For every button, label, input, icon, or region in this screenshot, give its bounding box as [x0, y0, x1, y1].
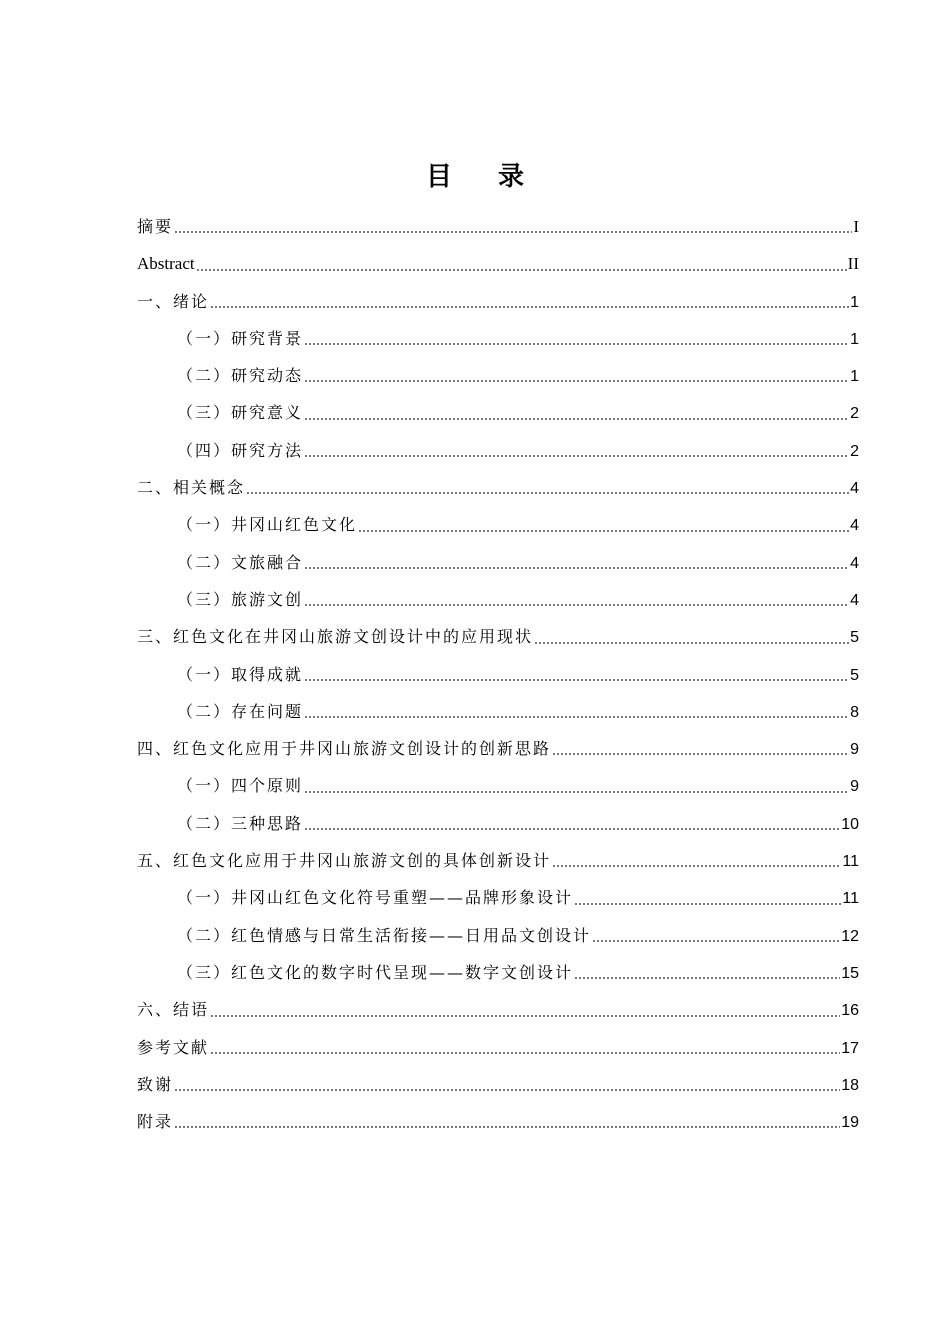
- toc-entry-chapter-3[interactable]: [137, 618, 859, 655]
- toc-entry-page: 1: [850, 293, 859, 311]
- toc-entry-page: I: [853, 217, 859, 236]
- toc-entry-label: （二）文旅融合: [177, 552, 304, 572]
- toc-leader-dots: [174, 1126, 840, 1128]
- toc-entry-label: 参考文献: [137, 1037, 210, 1057]
- toc-entry-chapter-2[interactable]: [137, 469, 859, 506]
- toc-entry-references[interactable]: [137, 1029, 859, 1066]
- toc-leader-dots: [210, 1015, 840, 1017]
- toc-entry-section-1-1[interactable]: [137, 320, 859, 357]
- toc-entry-page: 16: [841, 1002, 859, 1020]
- toc-entry-section-3-2[interactable]: [137, 693, 859, 730]
- toc-leader-dots: [552, 865, 841, 867]
- toc-entry-label: （三）红色文化的数字时代呈现——数字文创设计: [177, 962, 574, 982]
- toc-entry-acknowledgements[interactable]: [137, 1066, 859, 1103]
- toc-entry-label: （二）红色情感与日常生活衔接——日用品文创设计: [177, 925, 592, 945]
- toc-leader-dots: [210, 1052, 840, 1054]
- toc-leader-dots: [174, 1089, 840, 1091]
- toc-leader-dots: [552, 753, 849, 755]
- toc-entry-section-2-3[interactable]: [137, 581, 859, 618]
- toc-entry-label: （一）四个原则: [177, 776, 304, 796]
- page-title: [0, 156, 950, 193]
- toc-entry-label: 三、红色文化在井冈山旅游文创设计中的应用现状: [137, 627, 534, 647]
- toc-entry-abstract-en[interactable]: [137, 245, 859, 282]
- toc-entry-label: （一）井冈山红色文化符号重塑——品牌形象设计: [177, 888, 574, 908]
- toc-entry-label: 六、结语: [137, 1000, 210, 1020]
- toc-entry-page: 10: [841, 815, 859, 833]
- toc-entry-page: 18: [841, 1076, 859, 1094]
- toc-entry-label: 摘要: [137, 217, 174, 236]
- toc-leader-dots: [210, 306, 849, 308]
- toc-entry-label: Abstract: [137, 254, 195, 274]
- toc-entry-label: 致谢: [137, 1074, 174, 1094]
- toc-entry-page: 17: [841, 1039, 859, 1057]
- toc-entry-label: （一）井冈山红色文化: [177, 515, 358, 535]
- toc-leader-dots: [304, 791, 849, 793]
- toc-entry-abstract-cn[interactable]: [137, 208, 859, 245]
- toc-entry-section-5-1[interactable]: [137, 879, 859, 916]
- toc-leader-dots: [358, 530, 849, 532]
- toc-leader-dots: [574, 977, 840, 979]
- toc-entry-section-1-4[interactable]: [137, 432, 859, 469]
- toc-leader-dots: [534, 642, 849, 644]
- toc-leader-dots: [246, 492, 849, 494]
- toc-entry-page: 11: [842, 890, 859, 908]
- toc-entry-appendix[interactable]: [137, 1103, 859, 1140]
- toc-entry-page: 19: [841, 1114, 859, 1132]
- toc-entry-label: （一）研究背景: [177, 328, 304, 348]
- toc-entry-label: （四）研究方法: [177, 440, 304, 460]
- title-char-1: 目: [425, 162, 452, 192]
- toc-entry-section-1-3[interactable]: [137, 394, 859, 431]
- toc-entry-page: 15: [841, 964, 859, 982]
- toc-leader-dots: [304, 380, 849, 382]
- toc-entry-section-3-1[interactable]: [137, 656, 859, 693]
- toc-entry-label: 二、相关概念: [137, 478, 246, 498]
- toc-entry-label: （一）取得成就: [177, 664, 304, 684]
- toc-entry-section-2-2[interactable]: [137, 544, 859, 581]
- toc-entry-page: 8: [850, 703, 859, 721]
- toc-entry-label: 五、红色文化应用于井冈山旅游文创的具体创新设计: [137, 851, 552, 871]
- toc-entry-label: （三）旅游文创: [177, 589, 304, 609]
- toc-entry-page: 4: [850, 554, 859, 572]
- toc-leader-dots: [304, 343, 849, 345]
- toc-entry-page: 2: [850, 442, 859, 460]
- toc-entry-page: 9: [850, 778, 859, 796]
- toc-entry-chapter-6[interactable]: [137, 991, 859, 1028]
- toc-entry-section-5-2[interactable]: [137, 917, 859, 954]
- toc-entry-chapter-5[interactable]: [137, 842, 859, 879]
- toc-leader-dots: [574, 903, 841, 905]
- toc-entry-page: 12: [841, 927, 859, 945]
- toc-entry-label: 四、红色文化应用于井冈山旅游文创设计的创新思路: [137, 739, 552, 759]
- table-of-contents: [137, 208, 859, 1140]
- toc-entry-label: （二）三种思路: [177, 813, 304, 833]
- toc-leader-dots: [174, 231, 852, 233]
- toc-entry-page: 5: [850, 629, 859, 647]
- toc-entry-page: 5: [850, 666, 859, 684]
- toc-entry-page: 1: [850, 330, 859, 348]
- toc-leader-dots: [592, 940, 840, 942]
- toc-entry-section-1-2[interactable]: [137, 357, 859, 394]
- toc-entry-label: （二）存在问题: [177, 701, 304, 721]
- toc-leader-dots: [196, 269, 847, 271]
- toc-entry-page: 9: [850, 741, 859, 759]
- toc-entry-page: 2: [850, 405, 859, 423]
- toc-entry-page: 4: [850, 517, 859, 535]
- toc-entry-label: （二）研究动态: [177, 366, 304, 386]
- toc-entry-label: 一、绪论: [137, 291, 210, 311]
- toc-entry-section-5-3[interactable]: [137, 954, 859, 991]
- toc-entry-page: II: [847, 254, 859, 274]
- toc-leader-dots: [304, 567, 849, 569]
- toc-entry-section-2-1[interactable]: [137, 506, 859, 543]
- toc-entry-page: 1: [850, 368, 859, 386]
- toc-leader-dots: [304, 716, 849, 718]
- toc-entry-label: 附录: [137, 1112, 174, 1132]
- toc-leader-dots: [304, 418, 849, 420]
- title-char-2: 录: [498, 162, 525, 192]
- toc-entry-section-4-2[interactable]: [137, 805, 859, 842]
- toc-entry-label: （三）研究意义: [177, 403, 304, 423]
- toc-entry-page: 4: [850, 480, 859, 498]
- toc-leader-dots: [304, 828, 840, 830]
- toc-entry-page: 4: [850, 591, 859, 609]
- toc-entry-section-4-1[interactable]: [137, 767, 859, 804]
- toc-leader-dots: [304, 679, 849, 681]
- toc-entry-chapter-4[interactable]: [137, 730, 859, 767]
- toc-entry-page: 11: [842, 853, 859, 871]
- toc-entry-chapter-1[interactable]: [137, 283, 859, 320]
- toc-leader-dots: [304, 604, 849, 606]
- toc-leader-dots: [304, 455, 849, 457]
